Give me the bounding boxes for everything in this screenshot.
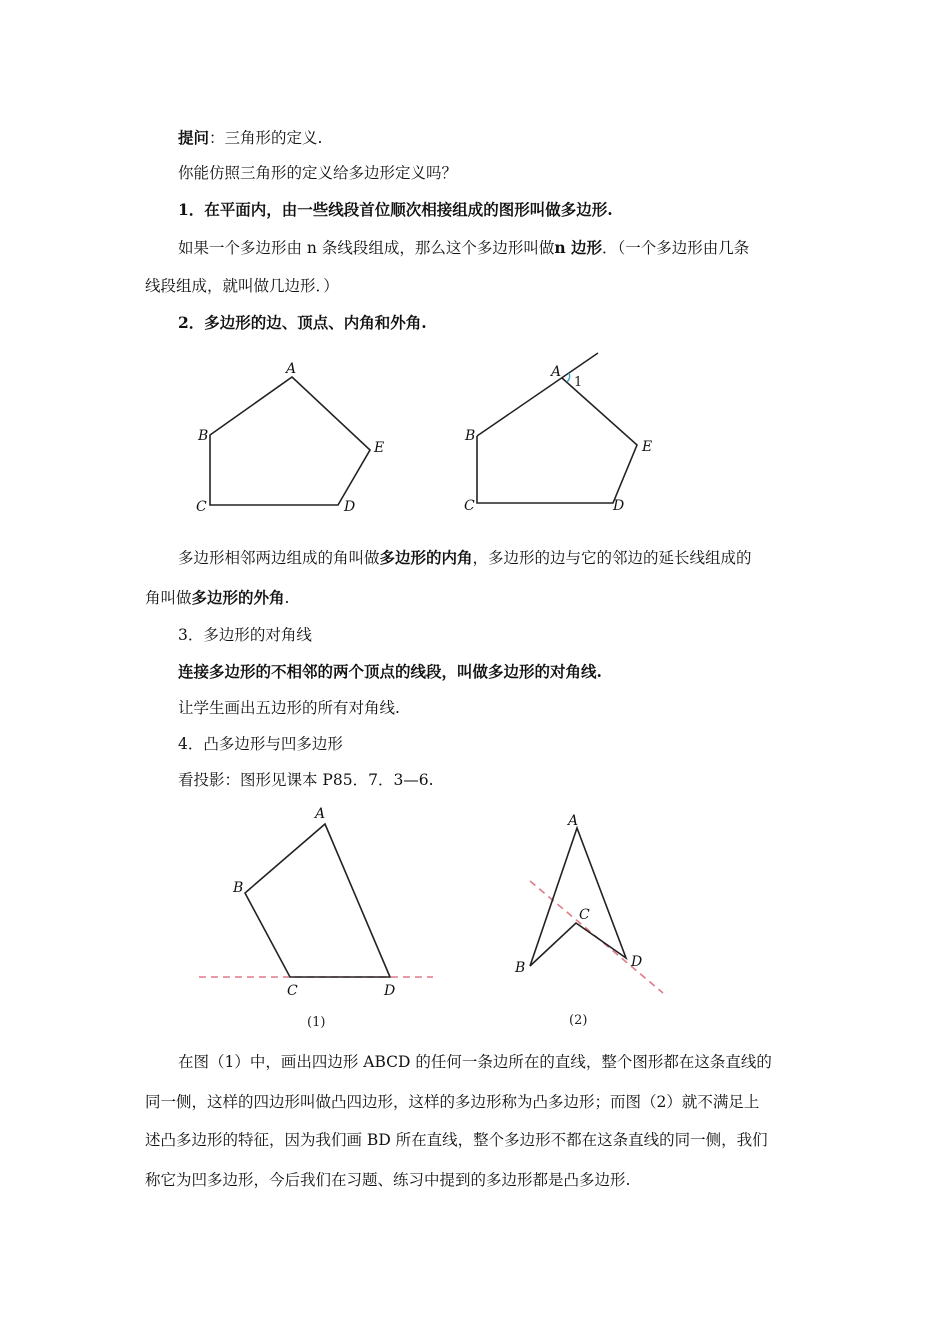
interior-angle-line (178, 548, 752, 568)
vertex-label-b: B (465, 428, 476, 444)
exercise-line: 让学生画出五边形的所有对角线. (178, 699, 400, 717)
interior-angle-term: 多边形的内角 (379, 548, 473, 567)
question-label: 提问 (178, 128, 210, 147)
prompt-line: 你能仿照三角形的定义给多边形定义吗？ (178, 164, 458, 182)
paragraph-line-3: 述凸多边形的特征，因为我们画 BD 所在直线，整个多边形不都在这条直线的同一侧，我们 (145, 1131, 768, 1149)
exterior-angle-line (145, 588, 289, 608)
vertex-label-c: C (196, 499, 207, 515)
n-gon-text-1: 如果一个多边形由 n 条线段组成，那么这个多边形叫做 (178, 239, 555, 257)
vertex-label-a: A (286, 361, 297, 377)
projection-line: 看投影：图形见课本 P85．7．3—6. (178, 771, 434, 789)
section-4-heading: 4．凸多边形与凹多边形 (178, 735, 343, 753)
convex-quadrilateral-figure (195, 800, 440, 1035)
figure-caption-1: (1) (307, 1015, 326, 1030)
vertex-label-a: A (551, 364, 562, 380)
vertex-label-b: B (198, 428, 209, 444)
question-line (178, 128, 322, 148)
vertex-label-b: B (515, 960, 526, 976)
exterior-text-2: . (284, 589, 290, 607)
interior-text-1: 多边形相邻两边组成的角叫做 (178, 549, 380, 567)
pentagon-figure-2 (455, 348, 675, 528)
section-2-heading: 2．多边形的边、顶点、内角和外角. (178, 313, 427, 332)
section-3-heading: 3．多边形的对角线 (178, 626, 312, 644)
n-gon-text-2: ．（一个多边形由几条 (602, 239, 750, 257)
interior-text-2: ，多边形的边与它的邻边的延长线组成的 (472, 549, 752, 567)
n-gon-line (178, 238, 749, 258)
vertex-label-e: E (642, 439, 653, 455)
vertex-label-a: A (315, 806, 326, 822)
n-gon-line-cont: 线段组成，就叫做几边形．） (145, 277, 339, 295)
paragraph-line-2: 同一侧，这样的四边形叫做凸四边形，这样的多边形称为凸多边形；而图（2）就不满足上 (145, 1093, 760, 1111)
paragraph-line-1: 在图（1）中，画出四边形 ABCD 的任何一条边所在的直线，整个图形都在这条直线的 (178, 1053, 772, 1071)
vertex-label-d: D (613, 498, 625, 514)
angle-label-1: 1 (574, 375, 583, 390)
exterior-text-1: 角叫做 (145, 589, 192, 607)
vertex-label-e: E (374, 440, 385, 456)
vertex-label-b: B (233, 880, 244, 896)
vertex-label-d: D (384, 983, 396, 999)
paragraph-line-4: 称它为凹多边形，今后我们在习题、练习中提到的多边形都是凸多边形. (145, 1171, 631, 1189)
definition-polygon: 1．在平面内，由一些线段首位顺次相接组成的图形叫做多边形. (178, 200, 613, 219)
exterior-angle-term: 多边形的外角 (191, 588, 285, 607)
question-text: ：三角形的定义. (209, 129, 323, 147)
vertex-label-c: C (287, 983, 298, 999)
concave-quadrilateral-figure (505, 808, 685, 1033)
vertex-label-c: C (579, 907, 590, 923)
vertex-label-d: D (631, 954, 643, 970)
vertex-label-a: A (568, 813, 579, 829)
n-gon-term: n 边形 (554, 238, 603, 257)
diagonal-definition: 连接多边形的不相邻的两个顶点的线段，叫做多边形的对角线. (178, 662, 602, 681)
pentagon-figure-1 (180, 355, 410, 525)
figure-caption-2: (2) (569, 1013, 588, 1028)
vertex-label-d: D (344, 499, 356, 515)
vertex-label-c: C (464, 498, 475, 514)
